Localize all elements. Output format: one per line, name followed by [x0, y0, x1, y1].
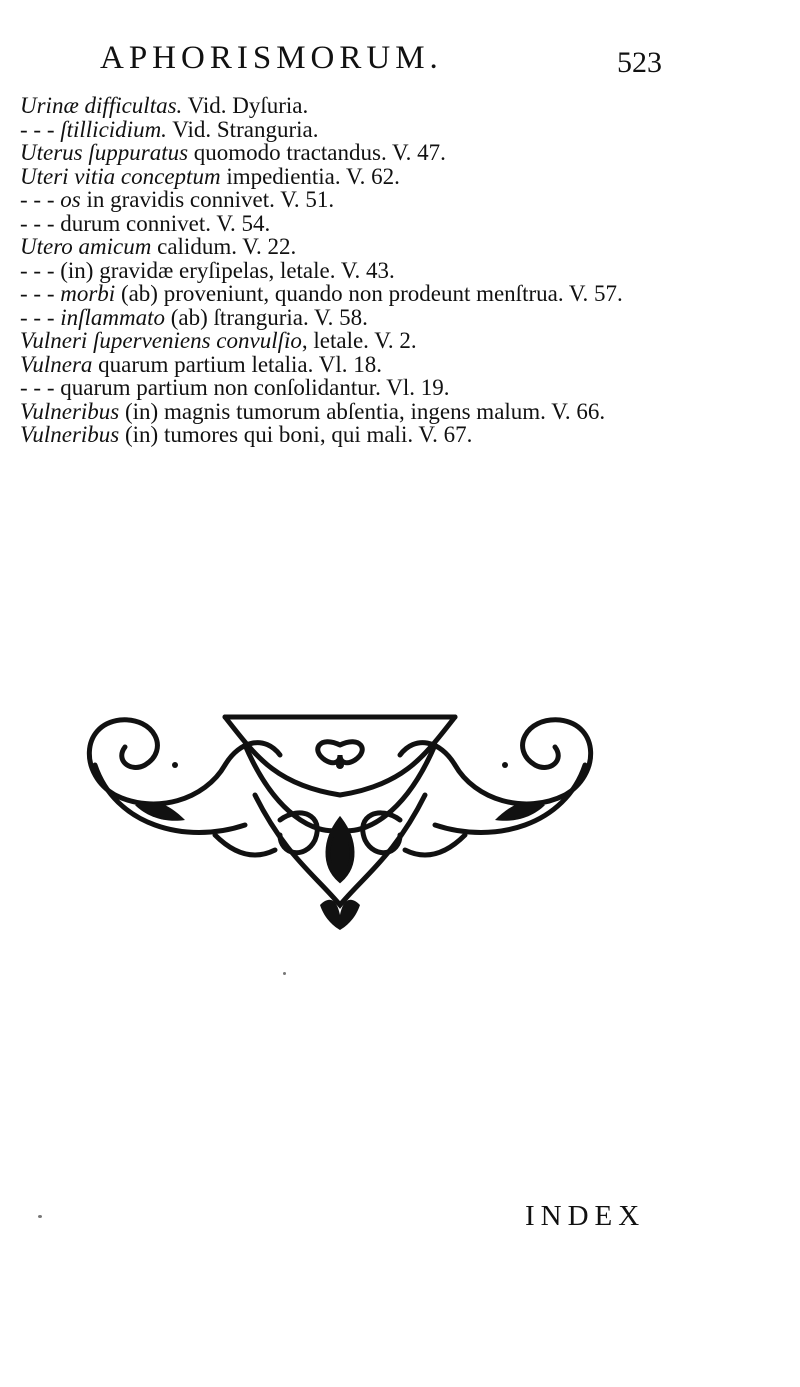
index-entry: - - - os in gravidis connivet. V. 51. — [20, 187, 335, 212]
index-entry: - - - quarum partium non conſolidantur. Vl. 19. — [20, 375, 450, 400]
index-entry: Vulneri ſuperveniens convulſio, letale. V. 2. — [20, 328, 417, 353]
index-entry: - - - inſlammato (ab) ſtranguria. V. 58. — [20, 304, 368, 330]
index-entry: - - - ſtillicidium. Vid. Stranguria. — [20, 116, 319, 142]
catchword: INDEX — [525, 1200, 646, 1232]
running-title: APHORISMORUM. — [100, 40, 443, 76]
paper-speck — [38, 1215, 42, 1218]
index-entry: Vulneribus (in) tumores qui boni, qui mali. V. 67. — [20, 422, 473, 447]
page-header — [100, 40, 670, 90]
index-entry: - - - durum connivet. V. 54. — [20, 210, 271, 236]
index-entry: Uteri vitia conceptum impedientia. V. 62. — [20, 163, 400, 189]
index-entry: Utero amicum calidum. V. 22. — [20, 234, 297, 259]
paper-speck — [283, 972, 286, 975]
index-entry: - - - (in) gravidæ eryſipelas, letale. V. 43. — [20, 257, 395, 283]
page-number: 523 — [617, 46, 662, 79]
index-entries — [20, 94, 670, 447]
index-entry: Urinæ difficultas. Vid. Dyſuria. — [20, 93, 309, 118]
tailpiece-ornament — [75, 705, 605, 935]
index-entry: - - - morbi (ab) proveniunt, quando non prodeunt menſtrua. V. 57. — [20, 281, 623, 306]
index-entry: Vulnera quarum partium letalia. Vl. 18. — [20, 351, 382, 377]
index-entry: Vulneribus (in) magnis tumorum abſentia, ingens malum. V. 66. — [20, 398, 606, 424]
index-entry: Uterus ſuppuratus quomodo tractandus. V. 47. — [20, 140, 446, 165]
